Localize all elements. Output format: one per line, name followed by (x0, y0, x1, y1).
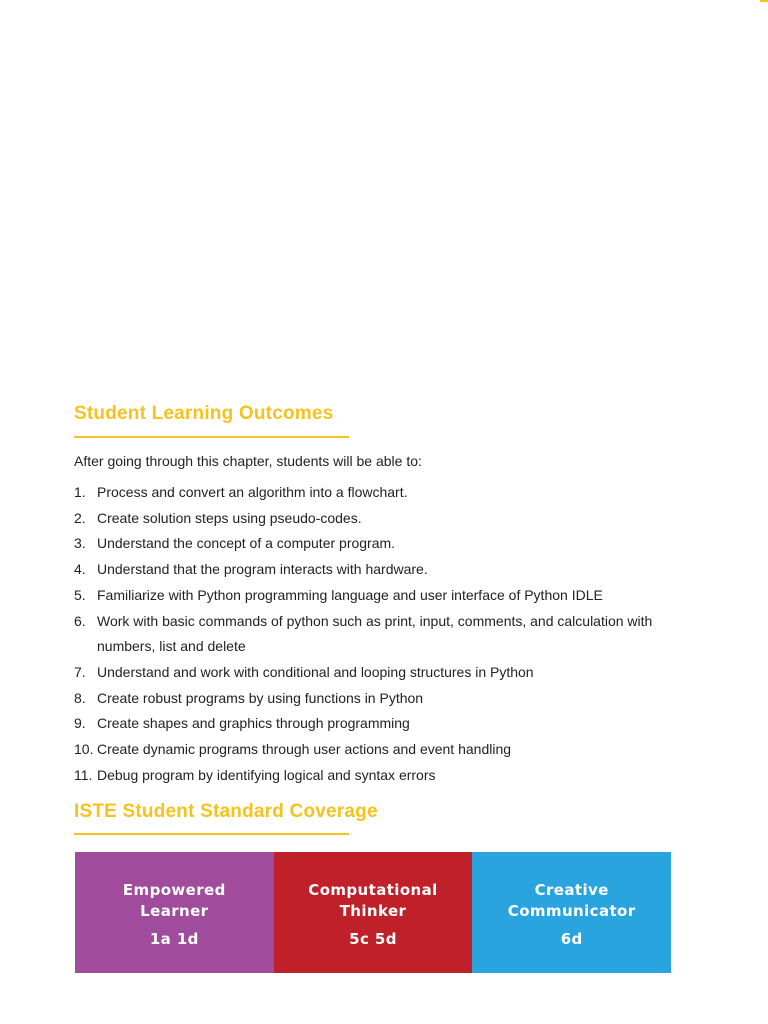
outcome-number: 4. (74, 561, 86, 578)
outcome-number: 9. (74, 715, 86, 732)
outcome-number: 2. (74, 509, 86, 526)
outcome-text: Debug program by identifying logical and syntax errors (97, 766, 436, 783)
standard-empowered-learner (75, 852, 274, 973)
outcomes-intro: After going through this chapter, students will be able to: (74, 453, 422, 469)
outcome-text: Process and convert an algorithm into a flowchart. (97, 484, 408, 500)
outcome-item (74, 557, 714, 583)
standard-codes: 5c 5d (349, 930, 397, 948)
outcome-text: Create shapes and graphics through programming (97, 715, 410, 732)
outcome-text: Create solution steps using pseudo-codes. (97, 509, 362, 526)
outcome-item (74, 609, 714, 660)
standard-creative-communicator (472, 852, 671, 973)
outcome-text: Familiarize with Python programming language and user interface of Python IDLE (97, 586, 603, 603)
standard-title: Empowered Learner (122, 881, 226, 920)
outcome-item (74, 763, 714, 789)
standard-title: Creative Communicator (507, 881, 636, 920)
iste-standards-panel (75, 852, 671, 973)
outcome-number: 8. (74, 689, 86, 706)
outcome-number: 10. (74, 741, 94, 758)
outcome-text: Create robust programs by using functions in Python (97, 689, 424, 706)
corner-accent-mark (760, 0, 768, 2)
outcome-text: Understand the concept of a computer program. (97, 535, 396, 552)
outcome-number: 6. (74, 612, 86, 629)
outcome-text: Work with basic commands of python such as print, input, comments, and calculation with numbers, list and delete (97, 612, 653, 655)
outcome-text: Understand and work with conditional and looping structures in Python (97, 663, 534, 680)
outcome-item (74, 686, 714, 712)
iste-heading-underline (74, 833, 349, 835)
outcome-number: 1. (74, 484, 86, 500)
iste-heading: ISTE Student Standard Coverage (74, 801, 378, 822)
outcome-number: 7. (74, 663, 86, 680)
outcomes-heading: Student Learning Outcomes (74, 403, 334, 424)
outcome-text: Create dynamic programs through user actions and event handling (97, 741, 512, 758)
outcome-number: 11. (74, 766, 93, 783)
outcome-number: 3. (74, 535, 86, 552)
outcome-item (74, 583, 714, 609)
outcome-item (74, 737, 714, 763)
outcome-item (74, 531, 714, 557)
standard-computational-thinker (274, 852, 473, 973)
standard-codes: 6d (560, 930, 583, 948)
outcomes-heading-underline (74, 436, 349, 438)
outcome-number: 5. (74, 586, 86, 603)
standard-codes: 1a 1d (149, 930, 199, 948)
outcome-text: Understand that the program interacts with hardware. (97, 561, 428, 578)
outcomes-list (74, 480, 714, 788)
outcome-item (74, 660, 714, 686)
outcome-item (74, 480, 714, 506)
outcome-item (74, 711, 714, 737)
standard-title: Computational Thinker (308, 881, 438, 920)
outcome-item (74, 506, 714, 532)
